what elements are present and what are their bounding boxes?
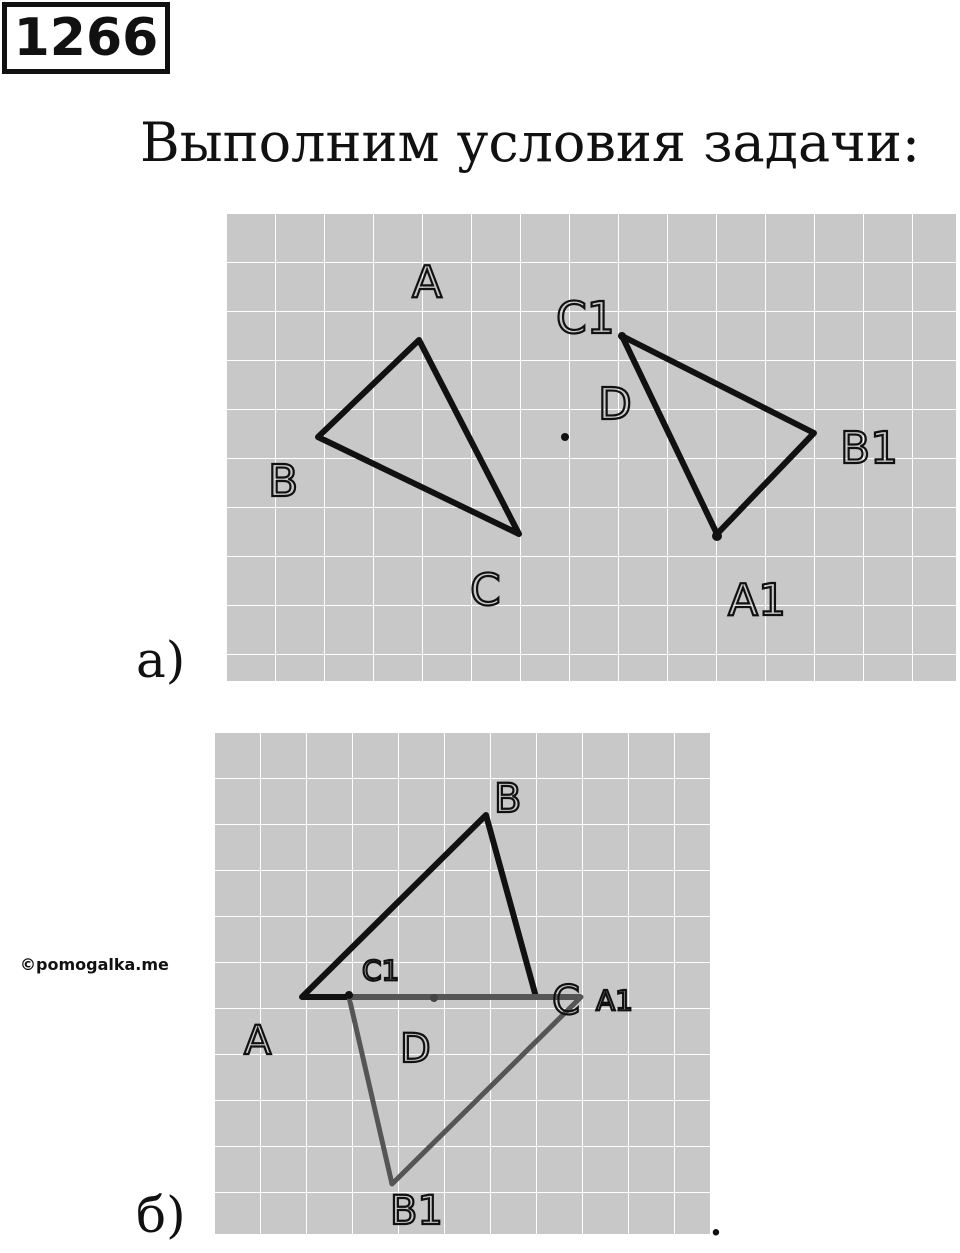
figure-b-label: б)	[136, 1186, 186, 1244]
grid-background	[214, 732, 710, 1234]
label-b: B	[494, 776, 522, 822]
label-b1: B1	[390, 1188, 443, 1234]
label-b: B	[268, 456, 299, 507]
point-d-dot	[430, 994, 438, 1002]
point-c1-dot	[345, 991, 353, 999]
label-b1: B1	[840, 423, 899, 474]
page-title: Выполним условия задачи:	[140, 111, 921, 174]
label-a: A	[244, 1018, 272, 1064]
problem-number: 1266	[2, 2, 170, 74]
label-a: A	[412, 257, 443, 308]
label-a1: A1	[596, 984, 633, 1017]
figure-b-grid	[214, 732, 710, 1234]
figure-a-label: а)	[136, 631, 186, 689]
credit-watermark: ©pomogalka.me	[20, 955, 169, 974]
trailing-period: .	[708, 1189, 724, 1247]
label-d: D	[598, 379, 632, 430]
point-a1-dot	[712, 531, 722, 541]
label-c1: C1	[556, 293, 615, 344]
label-c: C	[552, 978, 580, 1024]
label-a1: A1	[728, 575, 787, 626]
point-c1-dot	[618, 332, 626, 340]
label-d: D	[400, 1026, 431, 1072]
label-c: C	[470, 565, 501, 616]
figure-a-grid	[226, 213, 956, 681]
label-c1: C1	[362, 954, 400, 987]
point-d-dot	[561, 433, 569, 441]
